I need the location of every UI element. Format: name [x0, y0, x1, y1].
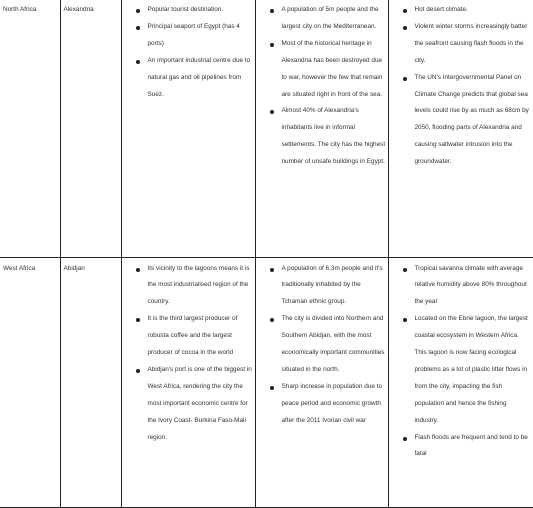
region-label: West Africa — [3, 264, 36, 272]
region-cell — [0, 257, 60, 507]
region-cell — [0, 0, 60, 257]
list-item: Principal seaport of Egypt (has 4 ports) — [122, 19, 255, 53]
bullet-list — [389, 258, 533, 464]
list-item: Located on the Ebrie lagoon, the largest coastal ecosystem in Western Africa. This lagoon is now facing ecological problems as a lot of plastic litter flows in from the city, impacting the fish population and hence the fishing industry. — [389, 311, 533, 429]
list-item: Violent winter storms increasingly batter the seafront causing flash floods in the city. — [389, 19, 533, 70]
economy-cell — [121, 257, 255, 507]
bullet-icon — [136, 9, 140, 13]
city-cell — [60, 257, 121, 507]
list-item: Tropical savanna climate with average relative humidity above 80% throughout the year — [389, 261, 533, 312]
region-label: North Africa — [3, 6, 37, 13]
bullet-icon — [403, 268, 407, 272]
bullet-icon — [270, 318, 274, 322]
list-item: Sharp increase in population due to peace period and economic growth after the 2011 Ivorian civil war — [256, 379, 388, 430]
population-cell — [255, 257, 388, 507]
list-item: Popular tourist destination. — [122, 2, 255, 19]
bullet-icon — [136, 318, 140, 322]
list-item: Its vicinity to the lagoons means it is the most industrialised region of the country. — [122, 261, 255, 312]
bullet-icon — [136, 26, 140, 30]
city-cell — [60, 0, 121, 257]
list-item: Abidjan's port is one of the biggest in West Africa, rendering the city the most important economic centre for the Ivory Coast- Burkina Faso-Mali region. — [122, 362, 255, 447]
bullet-icon — [270, 110, 274, 114]
bullet-list — [256, 0, 388, 171]
list-item: It is the third largest producer of robusta coffee and the largest producer of cocoa in the world — [122, 311, 255, 362]
bullet-icon — [136, 268, 140, 272]
list-item: Most of the historical heritage in Alexandria has been destroyed due to war, however the few that remain are situated right in front of the sea. — [256, 36, 388, 104]
bullet-icon — [403, 437, 407, 441]
list-item: The UN's Intergovernmental Panel on Climate Change predicts that global sea levels could rise by as much as 68cm by 2050, flooding parts of Alexandria and causing saltwater intrusion into the groundwater. — [389, 70, 533, 171]
bullet-icon — [136, 369, 140, 373]
bullet-list — [389, 0, 533, 171]
bullet-icon — [270, 386, 274, 390]
bullet-icon — [270, 43, 274, 47]
bullet-icon — [403, 318, 407, 322]
list-item: The city is divided into Northern and Southern Abidjan, with the most economically important communities situated in the north. — [256, 311, 388, 379]
list-item: Flash floods are frequent and tend to be fatal — [389, 430, 533, 464]
list-item: An important industrial centre due to natural gas and oil pipelines from Suez. — [122, 53, 255, 104]
population-cell — [255, 0, 388, 257]
city-label: Alexandria — [63, 6, 94, 13]
city-label: Abidjan — [63, 264, 85, 272]
climate-cell — [388, 257, 533, 507]
bullet-icon — [403, 9, 407, 13]
list-item: Hot desert climate. — [389, 2, 533, 19]
list-item: Almost 40% of Alexandria's inhabitants live in informal settlements. The city has the highest number of unsafe buildings in Egypt. — [256, 103, 388, 171]
climate-cell — [388, 0, 533, 257]
list-item: A population of 6.3m people and it's traditionally inhabited by the Tchaman ethnic group. — [256, 261, 388, 312]
bullet-icon — [403, 77, 407, 81]
bullet-icon — [136, 60, 140, 64]
bullet-list — [256, 258, 388, 430]
bullet-icon — [270, 9, 274, 13]
bullet-list — [122, 258, 255, 447]
list-item: A population of 5m people and the largest city on the Mediterranean. — [256, 2, 388, 36]
economy-cell — [121, 0, 255, 257]
bullet-list — [122, 0, 255, 103]
bullet-icon — [270, 268, 274, 272]
bullet-icon — [403, 26, 407, 30]
table-row — [0, 257, 533, 507]
